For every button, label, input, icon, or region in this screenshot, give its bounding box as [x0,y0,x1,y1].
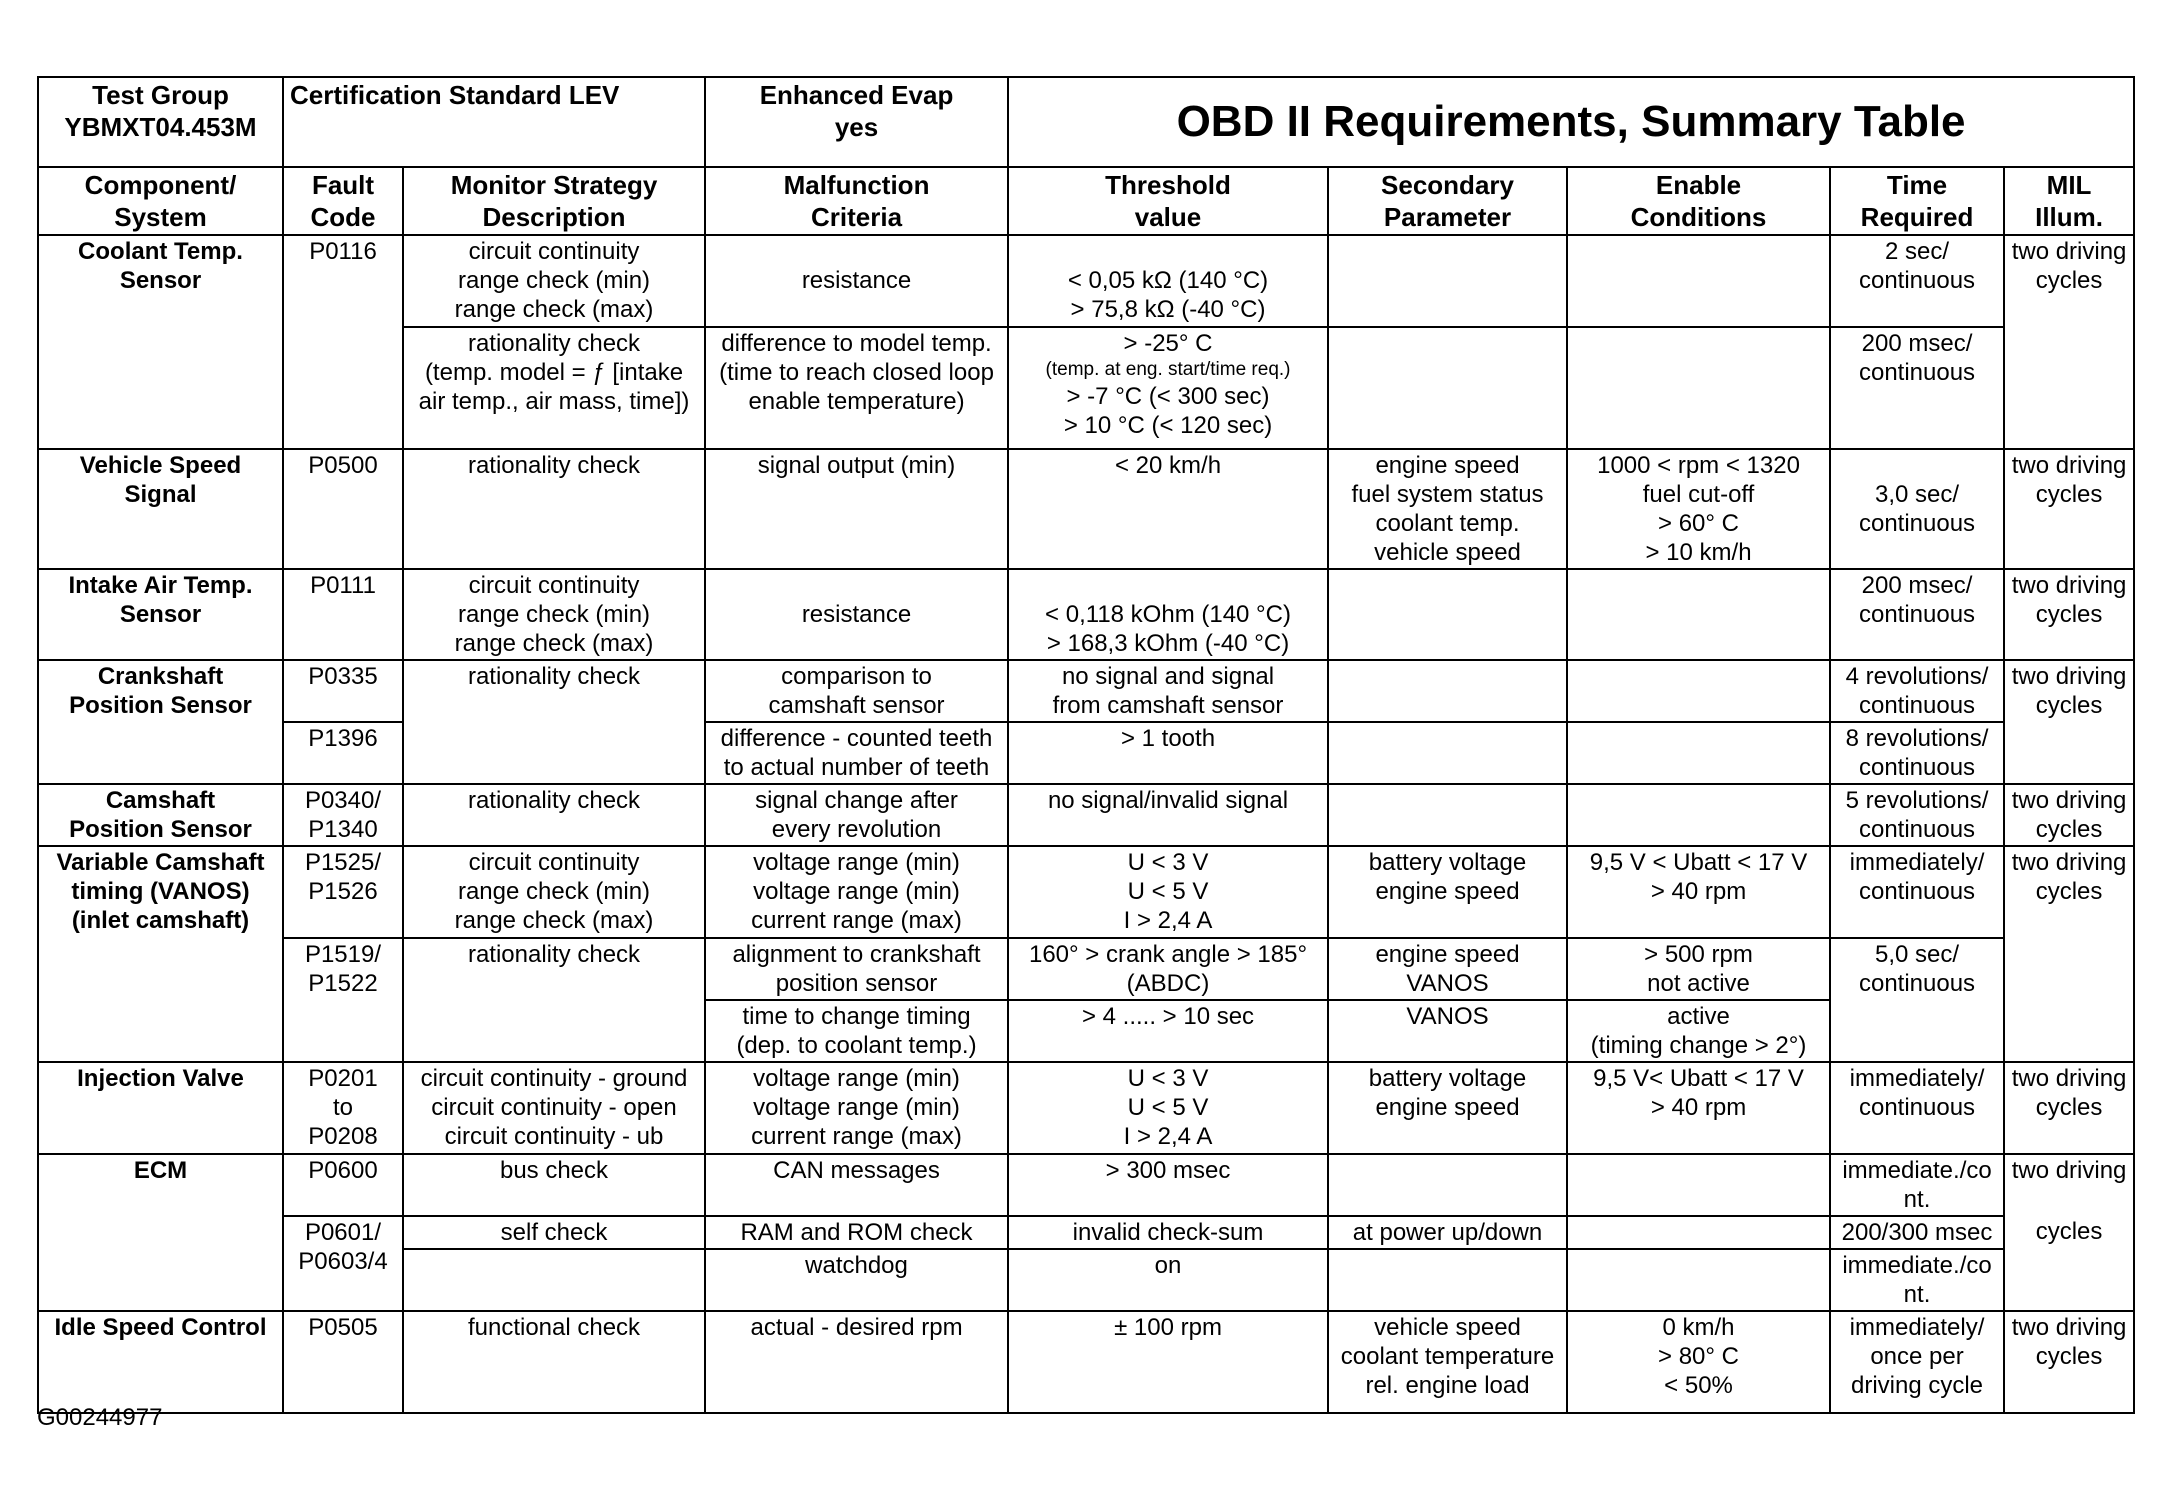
mil-cell: cycles [2004,1216,2134,1311]
criteria-cell: resistance [705,235,1008,327]
criteria-cell: time to change timing (dep. to coolant temp.) [705,1000,1008,1062]
time-cell: 200/300 msec [1830,1216,2004,1249]
col-header-fault-code: Fault Code [283,167,403,235]
criteria-cell: voltage range (min) voltage range (min) current range (max) [705,1062,1008,1154]
fault-code-cell: P0116 [283,235,403,449]
criteria-cell: resistance [705,569,1008,660]
mil-cell: two driving cycles [2004,1062,2134,1154]
criteria-cell: watchdog [705,1249,1008,1311]
threshold-cell: < 0,05 kΩ (140 °C) > 75,8 kΩ (-40 °C) [1008,235,1328,327]
fault-code-cell: P1525/ P1526 [283,846,403,938]
mil-cell: two driving [2004,1154,2134,1216]
enhanced-evap-cell: Enhanced Evap yes [705,77,1008,167]
secondary-cell: vehicle speed coolant temperature rel. engine load [1328,1311,1567,1413]
criteria-cell: difference - counted teeth to actual number of teeth [705,722,1008,784]
enable-cell [1567,784,1830,846]
time-cell: 200 msec/ continuous [1830,327,2004,449]
threshold-cell: no signal/invalid signal [1008,784,1328,846]
threshold-cell: ± 100 rpm [1008,1311,1328,1413]
col-header-criteria: Malfunction Criteria [705,167,1008,235]
mil-cell: two driving cycles [2004,660,2134,784]
enable-cell [1567,327,1830,449]
mil-cell: two driving cycles [2004,846,2134,1062]
enable-cell [1567,722,1830,784]
criteria-cell: voltage range (min) voltage range (min) current range (max) [705,846,1008,938]
strategy-cell [403,1249,705,1311]
enable-cell: > 500 rpm not active [1567,938,1830,1000]
enable-cell: 0 km/h > 80° C < 50% [1567,1311,1830,1413]
criteria-cell: difference to model temp. (time to reach closed loop enable temperature) [705,327,1008,449]
threshold-cell: < 20 km/h [1008,449,1328,569]
secondary-cell: at power up/down [1328,1216,1567,1249]
component-cell: Camshaft Position Sensor [38,784,283,846]
threshold-note: (temp. at eng. start/time req.) [1045,359,1291,380]
time-cell: 4 revolutions/ continuous [1830,660,2004,722]
mil-cell: two driving cycles [2004,1311,2134,1413]
enable-cell: 9,5 V< Ubatt < 17 V > 40 rpm [1567,1062,1830,1154]
col-header-component: Component/ System [38,167,283,235]
fault-code-cell: P0500 [283,449,403,569]
col-header-threshold: Threshold value [1008,167,1328,235]
time-cell: 8 revolutions/ continuous [1830,722,2004,784]
threshold-cell [1008,327,1328,449]
component-cell: Intake Air Temp. Sensor [38,569,283,660]
threshold-cell: 160° > crank angle > 185° (ABDC) [1008,938,1328,1000]
strategy-cell: rationality check [403,660,705,784]
time-cell: 5 revolutions/ continuous [1830,784,2004,846]
criteria-cell: signal output (min) [705,449,1008,569]
page-title: OBD II Requirements, Summary Table [1008,77,2134,167]
enable-cell: 9,5 V < Ubatt < 17 V > 40 rpm [1567,846,1830,938]
fault-code-cell: P0601/ P0603/4 [283,1216,403,1311]
enable-cell [1567,660,1830,722]
strategy-cell: bus check [403,1154,705,1216]
strategy-cell: circuit continuity range check (min) range check (max) [403,569,705,660]
col-header-enable: Enable Conditions [1567,167,1830,235]
threshold-cell: > 1 tooth [1008,722,1328,784]
component-cell: Crankshaft Position Sensor [38,660,283,784]
secondary-cell: engine speed VANOS [1328,938,1567,1000]
time-cell: immediately/ continuous [1830,846,2004,938]
enable-cell [1567,1216,1830,1249]
criteria-cell: RAM and ROM check [705,1216,1008,1249]
mil-cell: two driving cycles [2004,449,2134,569]
secondary-cell [1328,569,1567,660]
col-header-secondary: Secondary Parameter [1328,167,1567,235]
threshold-cell: no signal and signal from camshaft sensor [1008,660,1328,722]
threshold-cell: < 0,118 kOhm (140 °C) > 168,3 kOhm (-40 °C) [1008,569,1328,660]
strategy-cell: rationality check [403,784,705,846]
strategy-cell: rationality check (temp. model = ƒ [intake air temp., air mass, time]) [403,327,705,449]
mil-cell: two driving cycles [2004,569,2134,660]
fault-code-cell: P0201 to P0208 [283,1062,403,1154]
fault-code-cell: P0335 [283,660,403,722]
criteria-cell: CAN messages [705,1154,1008,1216]
col-header-mil: MIL Illum. [2004,167,2134,235]
enable-cell [1567,1154,1830,1216]
time-cell: immediately/ continuous [1830,1062,2004,1154]
time-cell: 3,0 sec/ continuous [1830,449,2004,569]
secondary-cell [1328,722,1567,784]
component-cell: Idle Speed Control [38,1311,283,1413]
component-cell: Vehicle Speed Signal [38,449,283,569]
enable-cell: 1000 < rpm < 1320 fuel cut-off > 60° C > 10 km/h [1567,449,1830,569]
strategy-cell: self check [403,1216,705,1249]
secondary-cell [1328,1154,1567,1216]
mil-cell: two driving cycles [2004,235,2134,449]
secondary-cell [1328,784,1567,846]
component-cell: Coolant Temp. Sensor [38,235,283,449]
secondary-cell: battery voltage engine speed [1328,846,1567,938]
secondary-cell [1328,660,1567,722]
strategy-cell: rationality check [403,449,705,569]
fault-code-cell: P1396 [283,722,403,784]
threshold-cell: U < 3 V U < 5 V I > 2,4 A [1008,846,1328,938]
obd-requirements-table [37,76,2135,1414]
criteria-cell: actual - desired rpm [705,1311,1008,1413]
time-cell: immediate./co nt. [1830,1249,2004,1311]
strategy-cell: circuit continuity range check (min) range check (max) [403,235,705,327]
time-cell: 2 sec/ continuous [1830,235,2004,327]
fault-code-cell: P0505 [283,1311,403,1413]
time-cell: 5,0 sec/ continuous [1830,938,2004,1062]
threshold-cell: invalid check-sum [1008,1216,1328,1249]
fault-code-cell: P0340/ P1340 [283,784,403,846]
secondary-cell [1328,235,1567,327]
fault-code-cell: P1519/ P1522 [283,938,403,1062]
threshold-line: > -25° C [1123,330,1213,357]
strategy-cell: circuit continuity - ground circuit continuity - open circuit continuity - ub [403,1062,705,1154]
component-cell: Variable Camshaft timing (VANOS) (inlet camshaft) [38,846,283,1062]
threshold-cell: on [1008,1249,1328,1311]
enable-cell [1567,569,1830,660]
criteria-cell: signal change after every revolution [705,784,1008,846]
time-cell: immediately/ once per driving cycle [1830,1311,2004,1413]
col-header-strategy: Monitor Strategy Description [403,167,705,235]
col-header-time: Time Required [1830,167,2004,235]
strategy-cell: rationality check [403,938,705,1062]
component-cell: ECM [38,1154,283,1311]
enable-cell [1567,1249,1830,1311]
secondary-cell [1328,1249,1567,1311]
threshold-cell: > 4 ..... > 10 sec [1008,1000,1328,1062]
secondary-cell: battery voltage engine speed [1328,1062,1567,1154]
time-cell: 200 msec/ continuous [1830,569,2004,660]
secondary-cell: VANOS [1328,1000,1567,1062]
threshold-cell: U < 3 V U < 5 V I > 2,4 A [1008,1062,1328,1154]
test-group-cell: Test Group YBMXT04.453M [38,77,283,167]
threshold-line: > -7 °C (< 300 sec) > 10 °C (< 120 sec) [1063,383,1273,439]
secondary-cell: engine speed fuel system status coolant temp. vehicle speed [1328,449,1567,569]
secondary-cell [1328,327,1567,449]
certification-standard-cell: Certification Standard LEV [283,77,705,167]
component-cell: Injection Valve [38,1062,283,1154]
criteria-cell: comparison to camshaft sensor [705,660,1008,722]
figure-code: G00244977 [37,1404,163,1431]
fault-code-cell: P0111 [283,569,403,660]
criteria-cell: alignment to crankshaft position sensor [705,938,1008,1000]
mil-cell: two driving cycles [2004,784,2134,846]
enable-cell: active (timing change > 2°) [1567,1000,1830,1062]
threshold-cell: > 300 msec [1008,1154,1328,1216]
strategy-cell: functional check [403,1311,705,1413]
fault-code-cell: P0600 [283,1154,403,1216]
enable-cell [1567,235,1830,327]
strategy-cell: circuit continuity range check (min) range check (max) [403,846,705,938]
time-cell: immediate./co nt. [1830,1154,2004,1216]
